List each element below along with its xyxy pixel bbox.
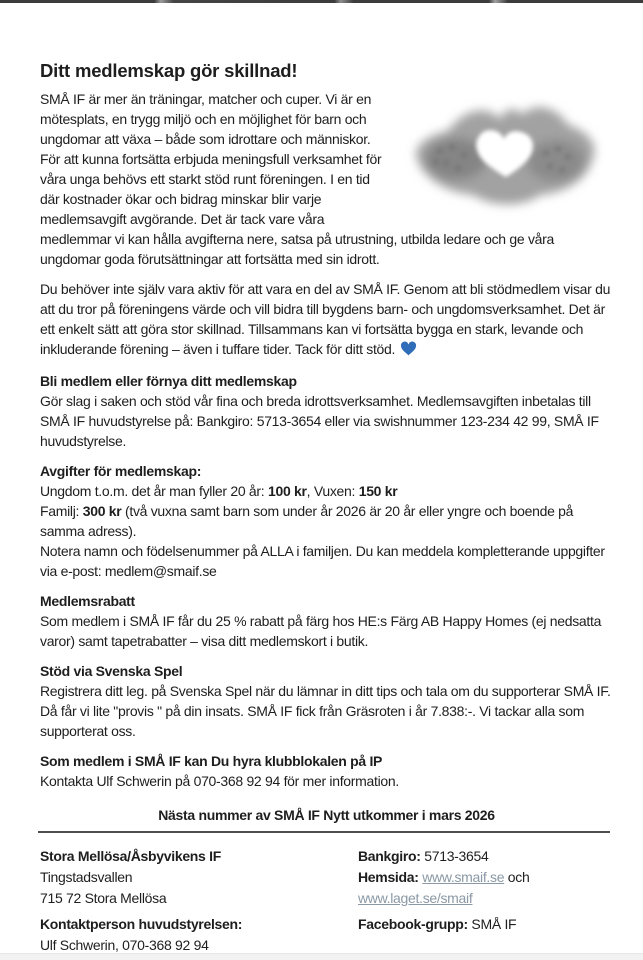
contact-block	[40, 914, 358, 956]
fees-line-youth-adult: Ungdom t.o.m. det år man fyller 20 år: 100 kr, Vuxen: 150 kr	[40, 483, 398, 499]
intro-paragraph-1-text: SMÅ IF är mer än träningar, matcher och cuper. Vi är en mötesplats, en trygg miljö och en möjlighet för barn och ungdomar att växa – både som idrottare och människor. För att kunna fortsätta erbjuda meningsfull verksamhet för våra unga behövs ett starkt stöd runt föreningen. I en tid där kostnader ökar och bidrag minskar blir varje medlemsavgift avgörande. Det är tack vare våra medlemmar vi kan hålla avgifterna nere, satsa på utrustning, utbilda ledare och ge våra ungdomar goda förutsättningar att fortsätta med sin idrott.	[40, 91, 554, 267]
hands-heart-image	[398, 89, 613, 217]
facebook-value: SMÅ IF	[467, 916, 517, 932]
bankgiro-label: Bankgiro:	[358, 848, 421, 864]
section-discount-body: Som medlem i SMÅ IF får du 25 % rabatt på färg hos HE:s Färg AB Happy Homes (ej nedsatta varor) samt tapetrabatter – visa ditt medlemskort i butik.	[40, 613, 602, 649]
section-membership	[40, 371, 613, 451]
intro-paragraph-1	[40, 89, 613, 269]
facebook-row	[358, 914, 613, 935]
bankgiro-row	[358, 846, 613, 867]
contact-value: Ulf Schwerin, 070-368 92 94	[40, 937, 209, 953]
org-name: Stora Mellösa/Åsbyvikens IF	[40, 848, 221, 864]
blue-heart-icon	[400, 341, 417, 361]
section-clubhouse	[40, 751, 613, 791]
youth-fee-value: 100 kr	[267, 483, 307, 499]
section-svenska-spel	[40, 661, 613, 741]
adult-fee-value: 150 kr	[358, 483, 398, 499]
laget-website-link[interactable]: www.laget.se/smaif	[358, 890, 473, 906]
footer-right-column	[358, 846, 613, 956]
website-row: Hemsida: www.smaif.se och	[358, 869, 530, 885]
section-clubhouse-body: Kontakta Ulf Schwerin på 070-368 92 94 för mer information.	[40, 773, 399, 789]
section-discount	[40, 591, 613, 651]
section-discount-heading: Medlemsrabatt	[40, 593, 135, 609]
page-bottom-scan-edge	[0, 953, 643, 960]
smaif-website-link[interactable]: www.smaif.se	[422, 869, 505, 885]
fees-line-note: Notera namn och födelsenummer på ALLA i familjen. Du kan meddela kompletterande uppgifter via e-post: medlem@smaif.se	[40, 543, 605, 579]
website-label: Hemsida:	[358, 869, 419, 885]
intro-paragraph-2-text: Du behöver inte själv vara aktiv för att vara en del av SMÅ IF. Genom att bli stödmedlem visar du att du tror på föreningens värde och vill bidra till bygdens barn- och ungdomsverksamhet. Det är ett enkelt sätt att göra stor skillnad. Tillsammans kan vi fortsätta bygga en stark, levande och inkluderande förening – även i tuffare tider. Tack för ditt stöd.	[40, 281, 611, 357]
bankgiro-value: 5713-3654	[420, 848, 489, 864]
section-membership-body: Gör slag i saken och stöd vår fina och breda idrottsverksamhet. Medlemsavgiften inbetalas till SMÅ IF huvudstyrelse på: Bankgiro: 5713-3654 eller via swishnummer 123-234 42 99, SMÅ IF huvudstyrelse.	[40, 393, 599, 449]
section-membership-heading: Bli medlem eller förnya ditt medlemskap	[40, 373, 297, 389]
contact-heading: Kontaktperson huvudstyrelsen:	[40, 916, 243, 932]
section-clubhouse-heading: Som medlem i SMÅ IF kan Du hyra klubblokalen på IP	[40, 753, 383, 769]
fees-line-family: Familj: 300 kr (två vuxna samt barn som under år 2026 är 20 år eller yngre och boende på samma adress).	[40, 503, 574, 539]
footer-left-column	[40, 846, 358, 956]
section-svenska-spel-heading: Stöd via Svenska Spel	[40, 663, 183, 679]
laget-website-row	[358, 888, 613, 909]
family-fee-value: 300 kr	[82, 503, 122, 519]
section-fees-heading: Avgifter för medlemskap:	[40, 463, 202, 479]
org-address-line1: Tingstadsvallen	[40, 869, 133, 885]
facebook-label: Facebook-grupp:	[358, 916, 468, 932]
section-fees	[40, 461, 613, 581]
section-svenska-spel-body: Registrera ditt leg. på Svenska Spel när du lämnar in ditt tips och tala om du supporterar SMÅ IF. Då får vi lite "provis " på din insats. SMÅ IF fick från Gräsroten i år 7.838:-. Vi tackar alla som supporterat oss.	[40, 683, 611, 739]
intro-paragraph-2	[40, 279, 613, 361]
page-top-scan-edge	[0, 0, 643, 3]
footer	[40, 833, 613, 956]
page-title: Ditt medlemskap gör skillnad!	[40, 60, 298, 81]
next-issue-announcement: Nästa nummer av SMÅ IF Nytt utkommer i mars 2026	[158, 807, 495, 823]
org-address-line2: 715 72 Stora Mellösa	[40, 890, 167, 906]
